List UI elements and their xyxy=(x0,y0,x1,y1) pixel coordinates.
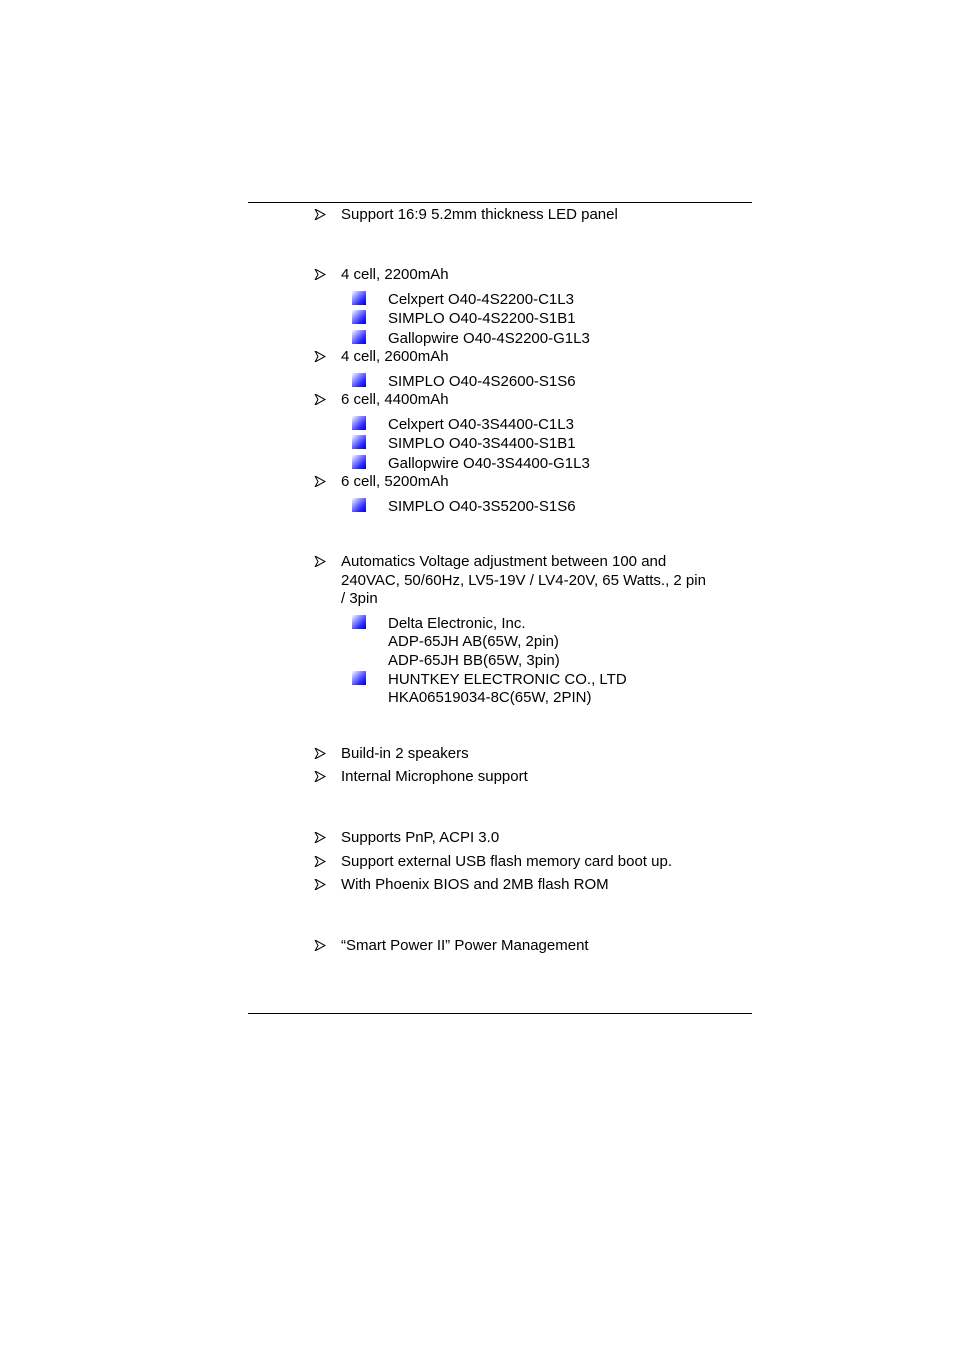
item-text: Automatics Voltage adjustment between 100 and xyxy=(341,553,667,570)
item-text: 4 cell, 2200mAh xyxy=(341,266,449,283)
sub-list-item xyxy=(0,614,954,633)
item-text: Build-in 2 speakers xyxy=(341,745,469,762)
arrow-bullet-icon xyxy=(314,828,328,847)
item-text: Support external USB flash memory card boot up. xyxy=(341,853,672,870)
arrow-bullet-icon xyxy=(314,390,328,409)
list-item xyxy=(0,852,954,871)
arrow-bullet-icon xyxy=(314,875,328,894)
list-item-continuation xyxy=(0,589,954,608)
sub-list-item-continuation xyxy=(0,632,954,651)
list-item xyxy=(0,828,954,847)
top-rule xyxy=(248,202,752,203)
sub-list-item xyxy=(0,415,954,434)
item-text: Internal Microphone support xyxy=(341,768,528,785)
item-text: SIMPLO O40-4S2200-S1B1 xyxy=(388,310,576,327)
arrow-bullet-icon xyxy=(314,767,328,786)
item-text: Support 16:9 5.2mm thickness LED panel xyxy=(341,206,618,223)
item-text: SIMPLO O40-4S2600-S1S6 xyxy=(388,373,576,390)
list-item xyxy=(0,936,954,955)
item-text: HUNTKEY ELECTRONIC CO., LTD xyxy=(388,671,627,688)
square-bullet-icon xyxy=(352,330,366,344)
sub-list-item xyxy=(0,434,954,453)
sub-list-item xyxy=(0,329,954,348)
item-text: 4 cell, 2600mAh xyxy=(341,348,449,365)
square-bullet-icon xyxy=(352,498,366,512)
item-text: 240VAC, 50/60Hz, LV5-19V / LV4-20V, 65 Watts., 2 pin xyxy=(341,572,706,589)
item-text: ADP-65JH AB(65W, 2pin) xyxy=(388,633,559,650)
item-text: Delta Electronic, Inc. xyxy=(388,615,526,632)
arrow-bullet-icon xyxy=(314,936,328,955)
square-bullet-icon xyxy=(352,615,366,629)
sub-list-item-continuation xyxy=(0,651,954,670)
arrow-bullet-icon xyxy=(314,265,328,284)
arrow-bullet-icon xyxy=(314,347,328,366)
sub-list-item xyxy=(0,497,954,516)
item-text: Supports PnP, ACPI 3.0 xyxy=(341,829,500,846)
square-bullet-icon xyxy=(352,416,366,430)
item-text: With Phoenix BIOS and 2MB flash ROM xyxy=(341,876,609,893)
sub-list-item xyxy=(0,372,954,391)
sub-list-item xyxy=(0,454,954,473)
item-text: SIMPLO O40-3S5200-S1S6 xyxy=(388,498,576,515)
square-bullet-icon xyxy=(352,455,366,469)
sub-list-item xyxy=(0,309,954,328)
square-bullet-icon xyxy=(352,435,366,449)
list-item xyxy=(0,552,954,571)
list-item xyxy=(0,205,954,224)
arrow-bullet-icon xyxy=(314,552,328,571)
list-item-continuation xyxy=(0,571,954,590)
item-text: Celxpert O40-3S4400-C1L3 xyxy=(388,416,574,433)
square-bullet-icon xyxy=(352,310,366,324)
sub-list-item xyxy=(0,670,954,689)
list-item xyxy=(0,390,954,409)
item-text: / 3pin xyxy=(341,590,378,607)
arrow-bullet-icon xyxy=(314,205,328,224)
list-item xyxy=(0,767,954,786)
item-text: ADP-65JH BB(65W, 3pin) xyxy=(388,652,560,669)
list-item xyxy=(0,472,954,491)
square-bullet-icon xyxy=(352,671,366,685)
square-bullet-icon xyxy=(352,291,366,305)
item-text: “Smart Power II” Power Management xyxy=(341,937,589,954)
arrow-bullet-icon xyxy=(314,852,328,871)
item-text: Gallopwire O40-4S2200-G1L3 xyxy=(388,330,590,347)
list-item xyxy=(0,265,954,284)
item-text: Celxpert O40-4S2200-C1L3 xyxy=(388,291,574,308)
sub-list-item xyxy=(0,290,954,309)
list-item xyxy=(0,875,954,894)
bottom-rule xyxy=(248,1013,752,1014)
item-text: Gallopwire O40-3S4400-G1L3 xyxy=(388,455,590,472)
list-item xyxy=(0,347,954,366)
square-bullet-icon xyxy=(352,373,366,387)
arrow-bullet-icon xyxy=(314,472,328,491)
arrow-bullet-icon xyxy=(314,744,328,763)
item-text: SIMPLO O40-3S4400-S1B1 xyxy=(388,435,576,452)
item-text: HKA06519034-8C(65W, 2PIN) xyxy=(388,689,592,706)
item-text: 6 cell, 4400mAh xyxy=(341,391,449,408)
item-text: 6 cell, 5200mAh xyxy=(341,473,449,490)
list-item xyxy=(0,744,954,763)
sub-list-item-continuation xyxy=(0,688,954,707)
